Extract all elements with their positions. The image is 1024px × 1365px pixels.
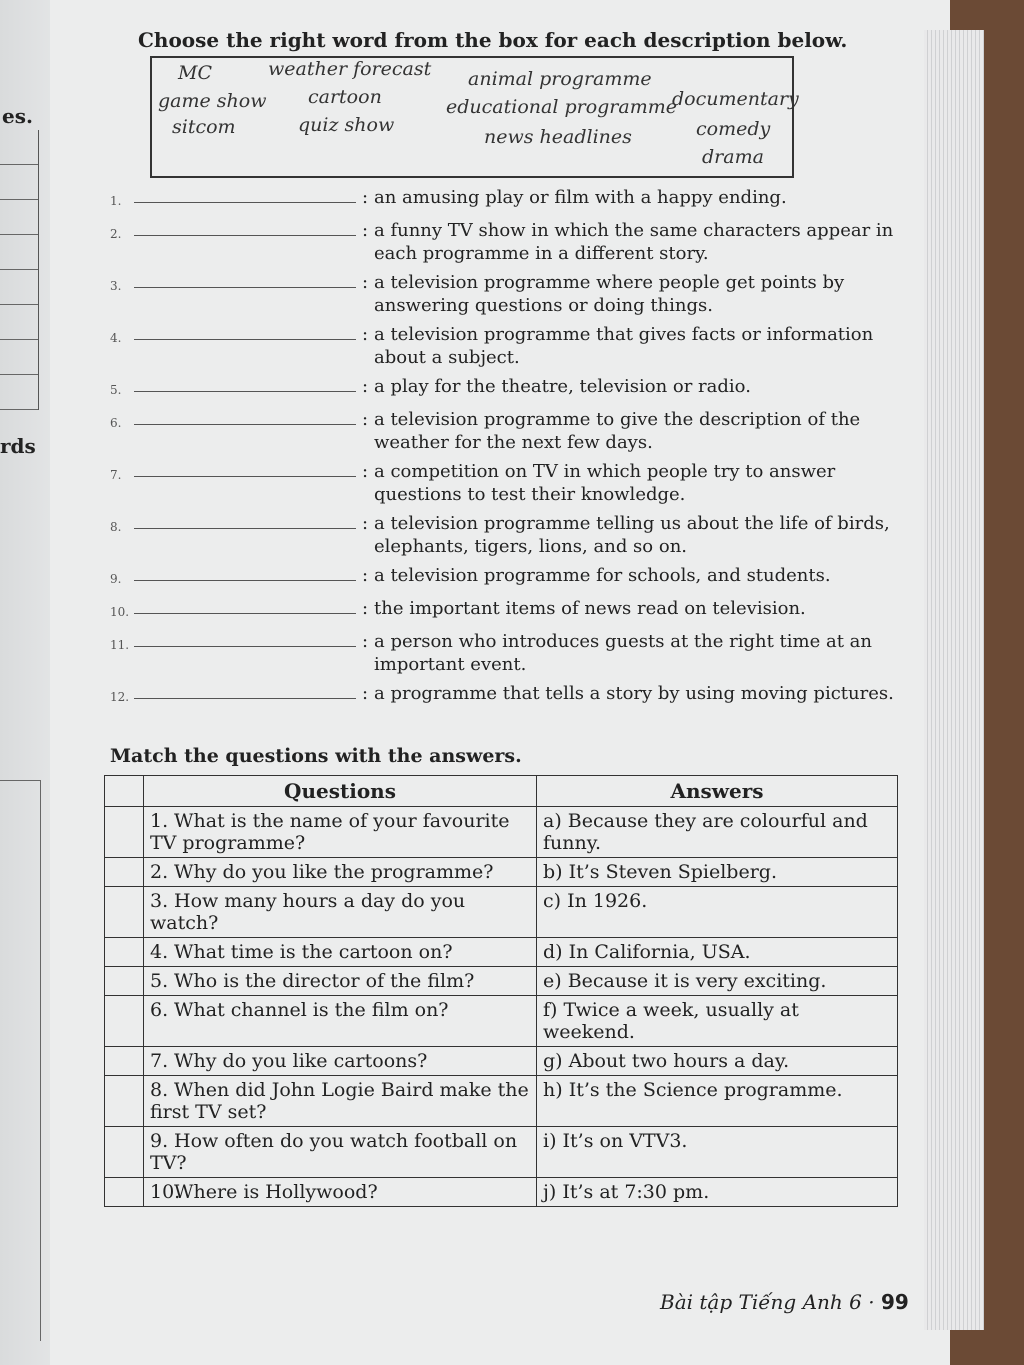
definition-item: 10. : the important items of news read on television. [110, 597, 910, 624]
definition-item: 11. : a person who introduces guests at the right time at an important event. [110, 630, 910, 676]
page-content [110, 28, 910, 1207]
answer-blank[interactable] [134, 682, 356, 699]
word-box [150, 56, 799, 178]
question-number: 2. [150, 861, 169, 883]
question-cell [144, 807, 537, 858]
question-text: Where is Hollywood? [174, 1181, 378, 1203]
question-text: How many hours a day do you watch? [150, 890, 466, 934]
question-number: 6. [150, 999, 169, 1021]
question-text: Why do you like cartoons? [174, 1050, 428, 1072]
definition-text: a television programme telling us about the life of birds, elephants, tigers, lions, and so on. [374, 513, 890, 557]
definition-item: 12. : a programme that tells a story by using moving pictures. [110, 682, 910, 709]
item-number: 11. [110, 638, 130, 652]
page-number: 99 [880, 1290, 909, 1314]
word-box-item: weather forecast [268, 58, 432, 80]
left-page-fragment: rds [0, 434, 36, 458]
answer-cell: g) About two hours a day. [537, 1047, 898, 1076]
answer-cell: h) It’s the Science programme. [537, 1076, 898, 1127]
word-box-item: cartoon [308, 86, 382, 108]
question-cell [144, 1047, 537, 1076]
item-number: 4. [110, 331, 122, 345]
answer-blank[interactable] [134, 630, 356, 647]
question-cell [144, 858, 537, 887]
table-row [105, 887, 898, 938]
word-box-item: game show [158, 90, 267, 112]
answer-cell: a) Because they are colourful and funny. [537, 807, 898, 858]
question-cell [144, 887, 537, 938]
definition-item: 4. : a television programme that gives facts or information about a subject. [110, 323, 910, 369]
question-number: 4. [150, 941, 169, 963]
table-row [105, 858, 898, 887]
question-number: 8. [150, 1079, 169, 1101]
definition-text: a television programme to give the description of the weather for the next few days. [374, 409, 861, 453]
answer-blank[interactable] [134, 323, 356, 340]
definition-item: 9. : a television programme for schools, and students. [110, 564, 910, 591]
exercise1-instruction [138, 28, 910, 52]
answer-blank[interactable] [134, 408, 356, 425]
item-number: 12. [110, 690, 130, 704]
item-number: 7. [110, 468, 122, 482]
question-cell [144, 938, 537, 967]
definition-item: 3. : a television programme where people get points by answering questions or doing things. [110, 271, 910, 317]
word-box-item: comedy [696, 118, 771, 140]
definition-item: 6. : a television programme to give the description of the weather for the next few days. [110, 408, 910, 454]
left-page-fragment: es. [2, 104, 33, 128]
exercise1-prefix: C [138, 28, 154, 52]
answer-blank[interactable] [134, 375, 356, 392]
question-cell [144, 967, 537, 996]
word-box-item: drama [702, 146, 764, 168]
definition-item: 7. : a competition on TV in which people try to answer questions to test their knowledge. [110, 460, 910, 506]
match-blank[interactable] [105, 807, 144, 858]
match-blank[interactable] [105, 1127, 144, 1178]
answer-cell: e) Because it is very exciting. [537, 967, 898, 996]
definition-text: a funny TV show in which the same characters appear in each programme in a different story. [374, 220, 894, 264]
match-blank[interactable] [105, 1047, 144, 1076]
item-number: 2. [110, 227, 122, 241]
question-text: What channel is the film on? [174, 999, 449, 1021]
left-page-grid [0, 130, 39, 410]
word-box-item: animal programme [468, 68, 652, 90]
answer-blank[interactable] [134, 219, 356, 236]
question-number: 3. [150, 890, 169, 912]
definition-list [110, 186, 910, 709]
match-blank[interactable] [105, 996, 144, 1047]
question-text: How often do you watch football on TV? [150, 1130, 518, 1174]
header-answers: Answers [537, 776, 898, 807]
match-blank[interactable] [105, 938, 144, 967]
word-box-item: quiz show [298, 114, 395, 136]
definition-text: a play for the theatre, television or radio. [374, 376, 751, 397]
question-cell [144, 1178, 537, 1207]
book-title: Bài tập Tiếng Anh 6 · [660, 1290, 875, 1314]
definition-item: 1. : an amusing play or film with a happy ending. [110, 186, 910, 213]
definition-item: 2. : a funny TV show in which the same characters appear in each programme in a different story. [110, 219, 910, 265]
question-text: What is the name of your favourite TV programme? [150, 810, 510, 854]
question-cell [144, 1076, 537, 1127]
match-blank[interactable] [105, 887, 144, 938]
answer-blank[interactable] [134, 564, 356, 581]
question-number: 9. [150, 1130, 169, 1152]
item-number: 9. [110, 572, 122, 586]
question-number: 7. [150, 1050, 169, 1072]
definition-item: 8. : a television programme telling us about the life of birds, elephants, tigers, lions, and so on. [110, 512, 910, 558]
exercise1-text: hoose the right word from the box for each description below. [153, 28, 848, 52]
item-number: 8. [110, 520, 122, 534]
exercise2-instruction: Match the questions with the answers. [110, 745, 522, 767]
item-number: 6. [110, 416, 122, 430]
word-box-item: documentary [672, 88, 799, 110]
item-number: 1. [110, 194, 122, 208]
question-number: 10. [150, 1181, 181, 1203]
word-box-item: MC [178, 62, 212, 84]
answer-cell: d) In California, USA. [537, 938, 898, 967]
answer-cell: j) It’s at 7:30 pm. [537, 1178, 898, 1207]
table-row [105, 996, 898, 1047]
answer-blank[interactable] [134, 271, 356, 288]
match-blank[interactable] [105, 1076, 144, 1127]
word-box-item: sitcom [172, 116, 236, 138]
table-row [105, 938, 898, 967]
left-page-box [0, 780, 41, 1341]
question-text: Who is the director of the film? [174, 970, 475, 992]
definition-text: a television programme where people get points by answering questions or doing things. [374, 272, 845, 316]
answer-cell: b) It’s Steven Spielberg. [537, 858, 898, 887]
question-text: Why do you like the programme? [174, 861, 494, 883]
item-number: 10. [110, 605, 130, 619]
question-text: When did John Logie Baird make the first TV set? [150, 1079, 529, 1123]
workbook-page [50, 0, 950, 1365]
answer-cell: c) In 1926. [537, 887, 898, 938]
header-questions: Questions [144, 776, 537, 807]
definition-text: a person who introduces guests at the right time at an important event. [374, 631, 872, 675]
word-box-item: news headlines [484, 126, 632, 148]
definition-text: a programme that tells a story by using moving pictures. [374, 683, 894, 704]
table-row [105, 1127, 898, 1178]
table-row [105, 807, 898, 858]
page-footer [660, 1290, 909, 1314]
answer-blank[interactable] [134, 460, 356, 477]
item-number: 5. [110, 383, 122, 397]
table-header-row [105, 776, 898, 807]
answer-blank[interactable] [134, 512, 356, 529]
answer-cell: i) It’s on VTV3. [537, 1127, 898, 1178]
item-number: 3. [110, 279, 122, 293]
match-blank[interactable] [105, 967, 144, 996]
question-cell [144, 996, 537, 1047]
definition-text: the important items of news read on television. [374, 598, 806, 619]
table-row [105, 1076, 898, 1127]
definition-text: a competition on TV in which people try to answer questions to test their knowledge. [374, 461, 836, 505]
match-blank[interactable] [105, 1178, 144, 1207]
table-row [105, 1047, 898, 1076]
question-text: What time is the cartoon on? [174, 941, 453, 963]
page-stack-edges [924, 30, 984, 1330]
definition-item: 5. : a play for the theatre, television or radio. [110, 375, 910, 402]
question-number: 1. [150, 810, 169, 832]
answer-cell: f) Twice a week, usually at weekend. [537, 996, 898, 1047]
definition-text: a television programme that gives facts or information about a subject. [374, 324, 874, 368]
table-row [105, 967, 898, 996]
match-table [104, 775, 898, 1207]
definition-text: a television programme for schools, and students. [374, 565, 831, 586]
question-number: 5. [150, 970, 169, 992]
definition-text: an amusing play or film with a happy ending. [374, 187, 787, 208]
table-row [105, 1178, 898, 1207]
match-blank[interactable] [105, 858, 144, 887]
word-box-item: educational programme [446, 96, 677, 118]
question-cell [144, 1127, 537, 1178]
answer-blank[interactable] [134, 597, 356, 614]
answer-blank[interactable] [134, 186, 356, 203]
